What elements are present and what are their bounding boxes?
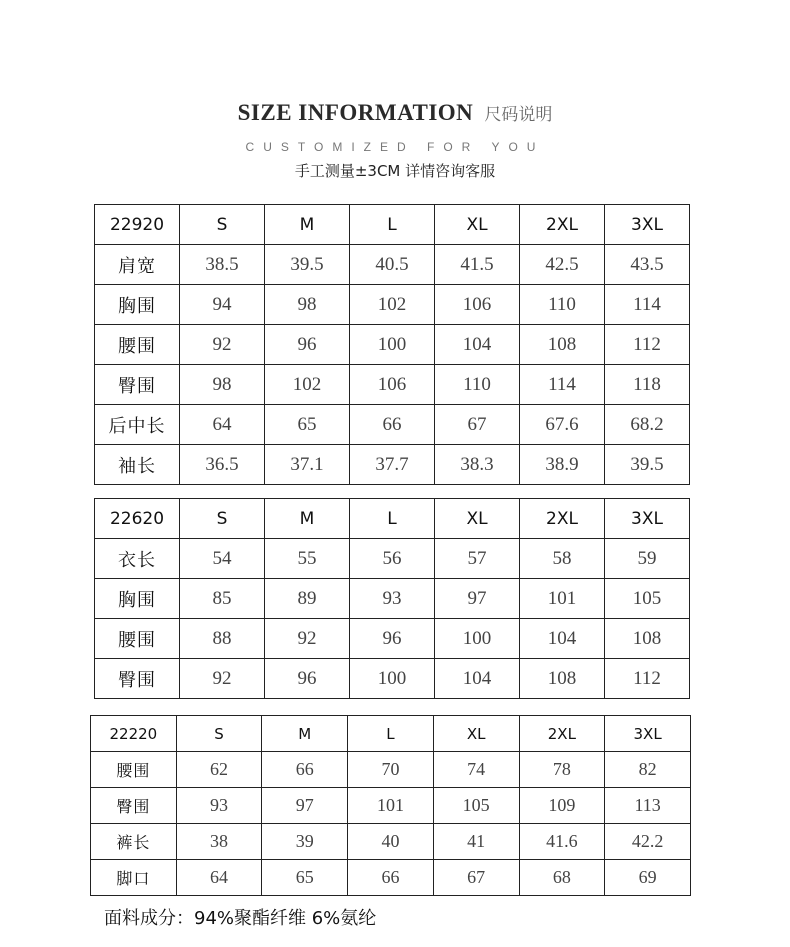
measurement-value: 37.7 (350, 445, 435, 485)
measurement-value: 39 (262, 824, 348, 860)
measurement-value: 105 (433, 788, 519, 824)
size-header: L (350, 205, 435, 245)
size-header: XL (433, 716, 519, 752)
measurement-value: 43.5 (605, 245, 690, 285)
measurement-value: 88 (180, 619, 265, 659)
measurement-value: 110 (435, 365, 520, 405)
page-title (0, 100, 790, 126)
measurement-value: 112 (605, 659, 690, 699)
size-header: 2XL (520, 205, 605, 245)
measurement-value: 56 (350, 539, 435, 579)
subtitle: CUSTOMIZED FOR YOU (245, 140, 545, 154)
measurement-value: 89 (265, 579, 350, 619)
measurement-value: 67 (433, 860, 519, 896)
title-chinese: 尺码说明 (484, 105, 553, 125)
measurement-value: 98 (180, 365, 265, 405)
measurement-value: 100 (350, 325, 435, 365)
table-row (95, 619, 690, 659)
table-header-row (91, 716, 691, 752)
measurement-value: 36.5 (180, 445, 265, 485)
size-header: XL (435, 205, 520, 245)
table-row (95, 325, 690, 365)
style-code: 22220 (91, 716, 177, 752)
measurement-value: 96 (350, 619, 435, 659)
measurement-label: 腰围 (91, 752, 177, 788)
measurement-value: 70 (348, 752, 434, 788)
measurement-value: 39.5 (605, 445, 690, 485)
measurement-label: 脚口 (91, 860, 177, 896)
measurement-value: 41 (433, 824, 519, 860)
size-header: M (265, 205, 350, 245)
measurement-label: 袖长 (95, 445, 180, 485)
measurement-value: 38 (176, 824, 262, 860)
measurement-value: 68 (519, 860, 605, 896)
measurement-value: 42.2 (605, 824, 691, 860)
measurement-value: 93 (350, 579, 435, 619)
measurement-value: 92 (265, 619, 350, 659)
measurement-value: 106 (350, 365, 435, 405)
measurement-value: 68.2 (605, 405, 690, 445)
table-row (91, 788, 691, 824)
measurement-value: 57 (435, 539, 520, 579)
title-english: SIZE INFORMATION (237, 100, 474, 125)
measurement-value: 98 (265, 285, 350, 325)
measurement-label: 腰围 (95, 325, 180, 365)
table-row (95, 365, 690, 405)
measurement-value: 40 (348, 824, 434, 860)
table-row (95, 539, 690, 579)
measurement-value: 66 (262, 752, 348, 788)
table-row (95, 245, 690, 285)
measurement-value: 97 (262, 788, 348, 824)
size-header: M (265, 499, 350, 539)
table-row (95, 579, 690, 619)
size-table-22920 (94, 204, 690, 485)
table-row (91, 824, 691, 860)
measurement-value: 66 (348, 860, 434, 896)
measurement-value: 54 (180, 539, 265, 579)
measurement-value: 82 (605, 752, 691, 788)
size-header: M (262, 716, 348, 752)
size-header: S (176, 716, 262, 752)
measurement-value: 108 (520, 659, 605, 699)
table-header-row (95, 205, 690, 245)
size-header: L (348, 716, 434, 752)
table-row (95, 405, 690, 445)
table-row (95, 285, 690, 325)
measurement-label: 臀围 (95, 659, 180, 699)
measurement-label: 臀围 (95, 365, 180, 405)
measurement-value: 106 (435, 285, 520, 325)
table-row (95, 445, 690, 485)
measurement-label: 肩宽 (95, 245, 180, 285)
measurement-value: 38.9 (520, 445, 605, 485)
measurement-value: 37.1 (265, 445, 350, 485)
measurement-note: 手工测量±3CM 详情咨询客服 (294, 162, 496, 180)
measurement-value: 108 (520, 325, 605, 365)
measurement-value: 108 (605, 619, 690, 659)
size-header: 2XL (519, 716, 605, 752)
measurement-value: 102 (350, 285, 435, 325)
style-code: 22920 (95, 205, 180, 245)
measurement-value: 58 (520, 539, 605, 579)
fabric-composition: 面料成分：94%聚酯纤维 6%氨纶 (104, 908, 377, 929)
measurement-value: 74 (433, 752, 519, 788)
size-header: 3XL (605, 716, 691, 752)
style-code: 22620 (95, 499, 180, 539)
measurement-label: 胸围 (95, 579, 180, 619)
table-row (95, 659, 690, 699)
measurement-value: 112 (605, 325, 690, 365)
measurement-value: 40.5 (350, 245, 435, 285)
table-row (91, 752, 691, 788)
measurement-value: 69 (605, 860, 691, 896)
measurement-value: 101 (520, 579, 605, 619)
measurement-value: 65 (265, 405, 350, 445)
measurement-value: 109 (519, 788, 605, 824)
measurement-value: 97 (435, 579, 520, 619)
measurement-value: 38.5 (180, 245, 265, 285)
measurement-label: 臀围 (91, 788, 177, 824)
measurement-value: 104 (435, 325, 520, 365)
measurement-value: 39.5 (265, 245, 350, 285)
measurement-label: 腰围 (95, 619, 180, 659)
measurement-value: 64 (180, 405, 265, 445)
measurement-value: 96 (265, 659, 350, 699)
measurement-value: 38.3 (435, 445, 520, 485)
measurement-value: 113 (605, 788, 691, 824)
measurement-value: 104 (520, 619, 605, 659)
measurement-value: 105 (605, 579, 690, 619)
measurement-value: 93 (176, 788, 262, 824)
measurement-label: 后中长 (95, 405, 180, 445)
measurement-value: 41.5 (435, 245, 520, 285)
measurement-value: 55 (265, 539, 350, 579)
measurement-value: 41.6 (519, 824, 605, 860)
measurement-value: 114 (605, 285, 690, 325)
measurement-value: 66 (350, 405, 435, 445)
measurement-value: 104 (435, 659, 520, 699)
measurement-value: 100 (435, 619, 520, 659)
size-header: XL (435, 499, 520, 539)
size-header: S (180, 499, 265, 539)
measurement-value: 67.6 (520, 405, 605, 445)
measurement-label: 裤长 (91, 824, 177, 860)
measurement-label: 胸围 (95, 285, 180, 325)
size-header: 3XL (605, 205, 690, 245)
measurement-value: 100 (350, 659, 435, 699)
measurement-value: 96 (265, 325, 350, 365)
table-header-row (95, 499, 690, 539)
measurement-value: 101 (348, 788, 434, 824)
measurement-value: 92 (180, 325, 265, 365)
size-header: 2XL (520, 499, 605, 539)
measurement-value: 65 (262, 860, 348, 896)
measurement-value: 59 (605, 539, 690, 579)
measurement-value: 85 (180, 579, 265, 619)
size-header: 3XL (605, 499, 690, 539)
size-header: S (180, 205, 265, 245)
measurement-value: 94 (180, 285, 265, 325)
table-row (91, 860, 691, 896)
measurement-value: 92 (180, 659, 265, 699)
measurement-value: 62 (176, 752, 262, 788)
measurement-value: 78 (519, 752, 605, 788)
measurement-value: 110 (520, 285, 605, 325)
measurement-value: 102 (265, 365, 350, 405)
measurement-value: 42.5 (520, 245, 605, 285)
size-table-22620 (94, 498, 690, 699)
measurement-value: 114 (520, 365, 605, 405)
measurement-value: 67 (435, 405, 520, 445)
size-header: L (350, 499, 435, 539)
measurement-value: 64 (176, 860, 262, 896)
measurement-label: 衣长 (95, 539, 180, 579)
measurement-value: 118 (605, 365, 690, 405)
size-table-22220 (90, 715, 691, 896)
